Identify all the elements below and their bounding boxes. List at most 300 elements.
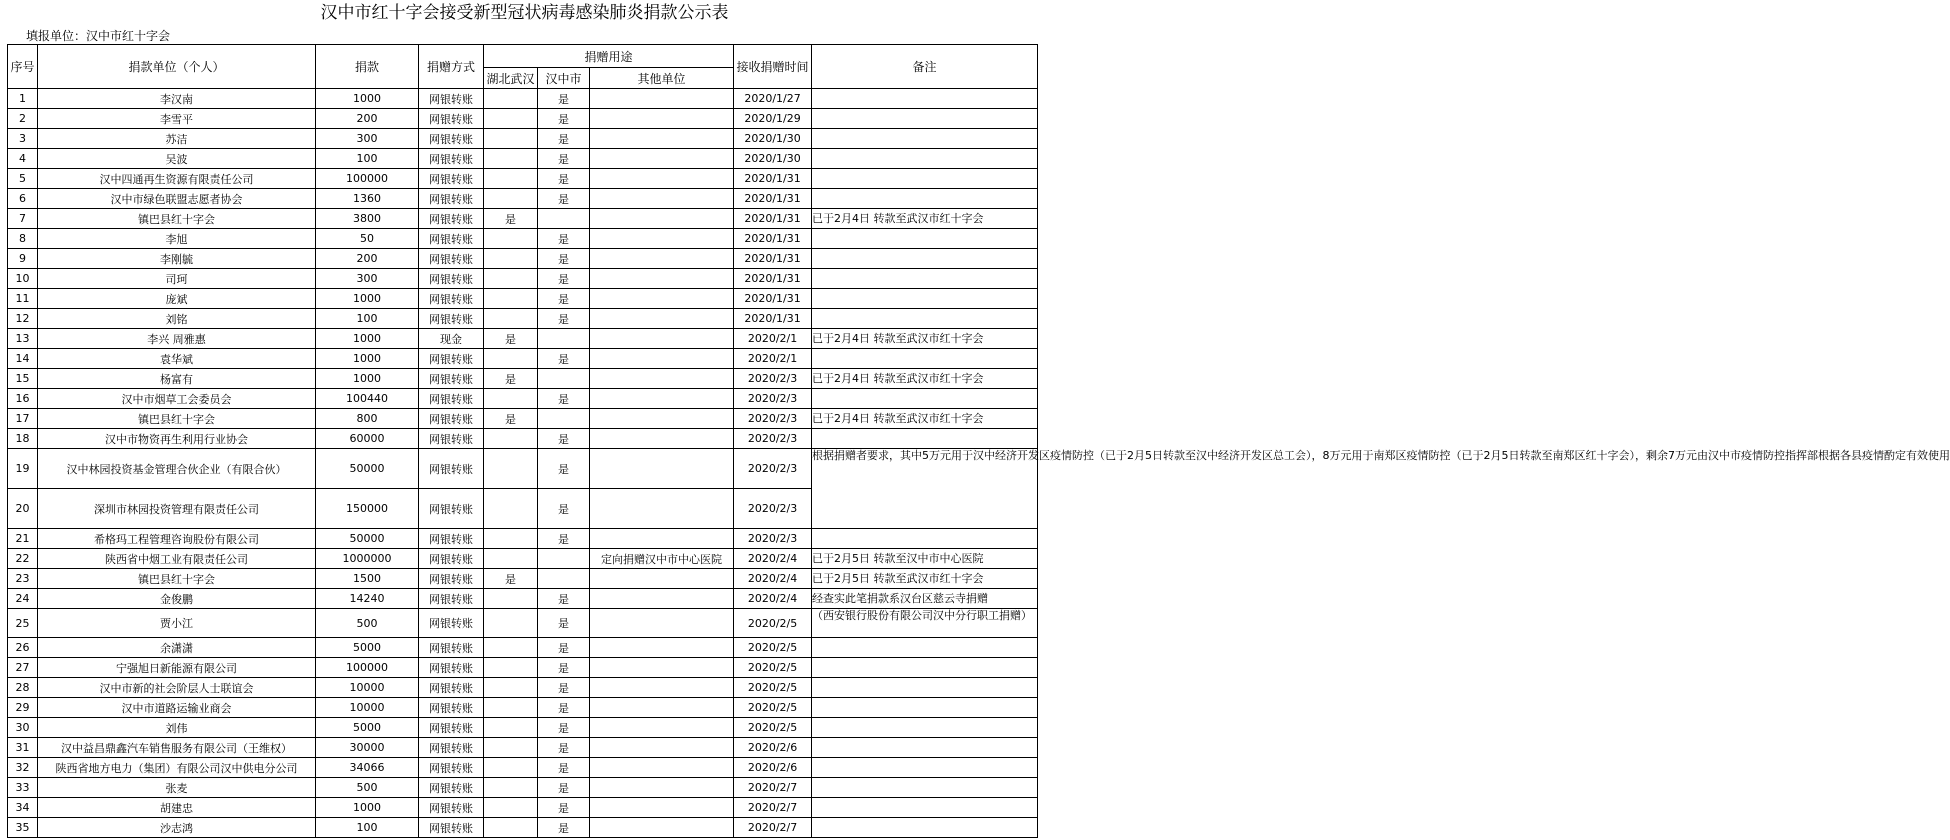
cell-amount: 100 <box>316 818 419 838</box>
cell-donor: 苏洁 <box>38 129 316 149</box>
cell-remark: 已于2月4日 转款至武汉市红十字会 <box>812 329 1038 349</box>
cell-seq: 20 <box>8 489 38 529</box>
cell-amount: 1000 <box>316 369 419 389</box>
table-row <box>8 429 1038 449</box>
cell-amount: 1000 <box>316 349 419 369</box>
cell-remark <box>812 429 1038 449</box>
cell-method: 网银转账 <box>419 109 484 129</box>
cell-date: 2020/1/31 <box>734 249 812 269</box>
cell-remark <box>812 389 1038 409</box>
cell-hubei <box>484 718 538 738</box>
cell-other <box>590 569 734 589</box>
cell-seq: 11 <box>8 289 38 309</box>
cell-hubei <box>484 818 538 838</box>
cell-seq: 5 <box>8 169 38 189</box>
table-row <box>8 329 1038 349</box>
cell-other <box>590 658 734 678</box>
cell-hanzhong: 是 <box>538 718 590 738</box>
cell-seq: 8 <box>8 229 38 249</box>
cell-method: 网银转账 <box>419 89 484 109</box>
cell-amount: 1500 <box>316 569 419 589</box>
cell-hanzhong: 是 <box>538 269 590 289</box>
header-usage: 捐赠用途 <box>484 45 734 68</box>
cell-other <box>590 609 734 638</box>
cell-donor: 汉中市绿色联盟志愿者协会 <box>38 189 316 209</box>
cell-donor: 汉中市物资再生利用行业协会 <box>38 429 316 449</box>
cell-method: 网银转账 <box>419 429 484 449</box>
cell-date: 2020/2/4 <box>734 549 812 569</box>
cell-hanzhong: 是 <box>538 758 590 778</box>
cell-date: 2020/1/31 <box>734 309 812 329</box>
cell-amount: 100440 <box>316 389 419 409</box>
cell-hubei <box>484 109 538 129</box>
cell-hanzhong: 是 <box>538 529 590 549</box>
cell-hubei <box>484 269 538 289</box>
cell-donor: 汉中市道路运输业商会 <box>38 698 316 718</box>
cell-hubei <box>484 189 538 209</box>
cell-donor: 汉中林园投资基金管理合伙企业（有限合伙） <box>38 449 316 489</box>
cell-amount: 100000 <box>316 169 419 189</box>
cell-date: 2020/2/5 <box>734 698 812 718</box>
cell-hubei <box>484 229 538 249</box>
cell-hanzhong <box>538 369 590 389</box>
cell-date: 2020/2/5 <box>734 638 812 658</box>
cell-remark <box>812 778 1038 798</box>
cell-hubei: 是 <box>484 209 538 229</box>
cell-donor: 袁华斌 <box>38 349 316 369</box>
cell-seq: 35 <box>8 818 38 838</box>
table-row <box>8 738 1038 758</box>
cell-remark <box>812 109 1038 129</box>
cell-remark <box>812 678 1038 698</box>
cell-hanzhong: 是 <box>538 489 590 529</box>
cell-hanzhong: 是 <box>538 798 590 818</box>
cell-method: 网银转账 <box>419 349 484 369</box>
cell-remark <box>812 289 1038 309</box>
reporting-unit-label: 填报单位：汉中市红十字会 <box>26 29 171 43</box>
cell-method: 网银转账 <box>419 149 484 169</box>
cell-other <box>590 778 734 798</box>
cell-remark: 根据捐赠者要求，其中5万元用于汉中经济开发区疫情防控（已于2月5日转款至汉中经济开发区总工会），8万元用于南郑区疫情防控（已于2月5日转款至南郑区红十字会），剩余7万元由汉中市疫情防控指挥部根据各县疫情酌定有效使用 <box>812 449 1038 529</box>
cell-remark <box>812 269 1038 289</box>
cell-hanzhong: 是 <box>538 169 590 189</box>
cell-hanzhong: 是 <box>538 818 590 838</box>
cell-date: 2020/1/31 <box>734 289 812 309</box>
cell-amount: 100000 <box>316 658 419 678</box>
table-row <box>8 309 1038 329</box>
cell-seq: 13 <box>8 329 38 349</box>
cell-remark <box>812 229 1038 249</box>
cell-method: 网银转账 <box>419 289 484 309</box>
cell-hubei <box>484 289 538 309</box>
cell-remark <box>812 529 1038 549</box>
cell-amount: 10000 <box>316 678 419 698</box>
cell-donor: 杨富有 <box>38 369 316 389</box>
cell-donor: 镇巴县红十字会 <box>38 209 316 229</box>
cell-hanzhong: 是 <box>538 289 590 309</box>
table-body <box>8 89 1950 838</box>
cell-hanzhong <box>538 329 590 349</box>
cell-other <box>590 269 734 289</box>
cell-seq: 9 <box>8 249 38 269</box>
cell-date: 2020/1/31 <box>734 229 812 249</box>
cell-hubei: 是 <box>484 329 538 349</box>
cell-donor: 贾小江 <box>38 609 316 638</box>
cell-other <box>590 229 734 249</box>
table-row <box>8 129 1038 149</box>
cell-amount: 30000 <box>316 738 419 758</box>
cell-amount: 200 <box>316 109 419 129</box>
cell-donor: 深圳市林园投资管理有限责任公司 <box>38 489 316 529</box>
cell-remark <box>812 758 1038 778</box>
cell-other <box>590 529 734 549</box>
cell-amount: 500 <box>316 778 419 798</box>
table-row <box>8 658 1038 678</box>
cell-method: 网银转账 <box>419 718 484 738</box>
cell-date: 2020/2/3 <box>734 529 812 549</box>
table-row <box>8 818 1038 838</box>
cell-hanzhong: 是 <box>538 389 590 409</box>
table-row <box>8 169 1038 189</box>
cell-method: 网银转账 <box>419 658 484 678</box>
cell-other <box>590 449 734 489</box>
cell-donor: 汉中市新的社会阶层人士联谊会 <box>38 678 316 698</box>
cell-seq: 32 <box>8 758 38 778</box>
cell-hanzhong: 是 <box>538 698 590 718</box>
cell-seq: 16 <box>8 389 38 409</box>
cell-hubei <box>484 658 538 678</box>
cell-hubei <box>484 609 538 638</box>
cell-seq: 4 <box>8 149 38 169</box>
cell-hanzhong: 是 <box>538 109 590 129</box>
cell-hanzhong: 是 <box>538 658 590 678</box>
cell-donor: 司珂 <box>38 269 316 289</box>
cell-hubei: 是 <box>484 369 538 389</box>
cell-remark <box>812 658 1038 678</box>
table-row <box>8 189 1038 209</box>
cell-donor: 李雪平 <box>38 109 316 129</box>
cell-hanzhong: 是 <box>538 189 590 209</box>
cell-other <box>590 429 734 449</box>
cell-donor: 镇巴县红十字会 <box>38 409 316 429</box>
cell-other <box>590 349 734 369</box>
cell-amount: 300 <box>316 269 419 289</box>
cell-hanzhong: 是 <box>538 129 590 149</box>
cell-remark: （西安银行股份有限公司汉中分行职工捐赠） <box>812 609 1038 638</box>
cell-method: 网银转账 <box>419 209 484 229</box>
cell-seq: 17 <box>8 409 38 429</box>
cell-date: 2020/2/5 <box>734 609 812 638</box>
cell-donor: 张麦 <box>38 778 316 798</box>
cell-amount: 500 <box>316 609 419 638</box>
cell-remark: 已于2月5日 转款至武汉市红十字会 <box>812 569 1038 589</box>
cell-amount: 800 <box>316 409 419 429</box>
cell-hanzhong: 是 <box>538 609 590 638</box>
cell-hubei <box>484 778 538 798</box>
cell-other <box>590 369 734 389</box>
cell-date: 2020/2/1 <box>734 349 812 369</box>
cell-amount: 1000 <box>316 798 419 818</box>
cell-seq: 24 <box>8 589 38 609</box>
cell-date: 2020/2/7 <box>734 778 812 798</box>
cell-date: 2020/2/7 <box>734 798 812 818</box>
cell-date: 2020/2/3 <box>734 389 812 409</box>
cell-remark: 已于2月4日 转款至武汉市红十字会 <box>812 369 1038 389</box>
cell-method: 网银转账 <box>419 449 484 489</box>
cell-hubei <box>484 549 538 569</box>
cell-remark <box>812 698 1038 718</box>
cell-hanzhong <box>538 409 590 429</box>
cell-donor: 李旭 <box>38 229 316 249</box>
cell-hanzhong: 是 <box>538 449 590 489</box>
cell-date: 2020/1/27 <box>734 89 812 109</box>
table-row <box>8 389 1038 409</box>
cell-hubei <box>484 249 538 269</box>
cell-hubei <box>484 349 538 369</box>
cell-hubei <box>484 678 538 698</box>
cell-seq: 3 <box>8 129 38 149</box>
cell-hubei <box>484 149 538 169</box>
cell-seq: 31 <box>8 738 38 758</box>
cell-hubei <box>484 798 538 818</box>
cell-amount: 60000 <box>316 429 419 449</box>
cell-method: 网银转账 <box>419 269 484 289</box>
cell-seq: 30 <box>8 718 38 738</box>
cell-other: 定向捐赠汉中市中心医院 <box>590 549 734 569</box>
cell-seq: 18 <box>8 429 38 449</box>
cell-hubei <box>484 309 538 329</box>
cell-seq: 33 <box>8 778 38 798</box>
cell-date: 2020/1/30 <box>734 129 812 149</box>
cell-method: 网银转账 <box>419 249 484 269</box>
cell-hubei <box>484 589 538 609</box>
cell-other <box>590 409 734 429</box>
cell-seq: 28 <box>8 678 38 698</box>
table-row <box>8 549 1038 569</box>
cell-other <box>590 489 734 529</box>
cell-donor: 沙志鸿 <box>38 818 316 838</box>
table-row <box>8 89 1038 109</box>
cell-amount: 50 <box>316 229 419 249</box>
table-row <box>8 609 1038 638</box>
cell-hanzhong: 是 <box>538 89 590 109</box>
cell-date: 2020/1/31 <box>734 269 812 289</box>
cell-donor: 汉中益昌鼎鑫汽车销售服务有限公司（王维权） <box>38 738 316 758</box>
cell-donor: 汉中市烟草工会委员会 <box>38 389 316 409</box>
cell-other <box>590 169 734 189</box>
cell-amount: 1000 <box>316 329 419 349</box>
cell-date: 2020/1/31 <box>734 169 812 189</box>
cell-date: 2020/2/4 <box>734 569 812 589</box>
cell-method: 网银转账 <box>419 778 484 798</box>
table-row <box>8 638 1038 658</box>
cell-amount: 1000 <box>316 89 419 109</box>
cell-donor: 陕西省地方电力（集团）有限公司汉中供电分公司 <box>38 758 316 778</box>
cell-remark <box>812 349 1038 369</box>
cell-method: 网银转账 <box>419 409 484 429</box>
cell-date: 2020/1/31 <box>734 189 812 209</box>
cell-other <box>590 89 734 109</box>
cell-hubei: 是 <box>484 569 538 589</box>
cell-date: 2020/2/3 <box>734 449 812 489</box>
cell-other <box>590 129 734 149</box>
cell-date: 2020/2/5 <box>734 678 812 698</box>
cell-seq: 22 <box>8 549 38 569</box>
cell-other <box>590 698 734 718</box>
cell-date: 2020/2/6 <box>734 758 812 778</box>
cell-method: 网银转账 <box>419 529 484 549</box>
cell-amount: 1000000 <box>316 549 419 569</box>
cell-amount: 1360 <box>316 189 419 209</box>
table-row <box>8 269 1038 289</box>
cell-method: 网银转账 <box>419 169 484 189</box>
table-row <box>8 529 1038 549</box>
cell-date: 2020/2/3 <box>734 409 812 429</box>
cell-seq: 29 <box>8 698 38 718</box>
cell-date: 2020/2/5 <box>734 658 812 678</box>
cell-hanzhong: 是 <box>538 229 590 249</box>
cell-other <box>590 758 734 778</box>
table-row <box>8 229 1038 249</box>
cell-remark <box>812 309 1038 329</box>
cell-other <box>590 189 734 209</box>
cell-other <box>590 329 734 349</box>
cell-hanzhong: 是 <box>538 638 590 658</box>
cell-method: 网银转账 <box>419 638 484 658</box>
table-row <box>8 678 1038 698</box>
cell-amount: 300 <box>316 129 419 149</box>
cell-seq: 1 <box>8 89 38 109</box>
cell-hanzhong: 是 <box>538 738 590 758</box>
cell-date: 2020/2/7 <box>734 818 812 838</box>
cell-donor: 陕西省中烟工业有限责任公司 <box>38 549 316 569</box>
cell-hubei <box>484 389 538 409</box>
cell-donor: 胡建忠 <box>38 798 316 818</box>
cell-donor: 庞斌 <box>38 289 316 309</box>
cell-hubei <box>484 429 538 449</box>
cell-remark <box>812 818 1038 838</box>
table-row <box>8 718 1038 738</box>
header-donor: 捐款单位（个人） <box>38 45 316 89</box>
cell-donor: 希格玛工程管理咨询股份有限公司 <box>38 529 316 549</box>
cell-method: 网银转账 <box>419 678 484 698</box>
donation-table <box>7 44 1950 838</box>
cell-remark <box>812 798 1038 818</box>
cell-other <box>590 678 734 698</box>
cell-hubei <box>484 758 538 778</box>
cell-hubei <box>484 738 538 758</box>
table-row <box>8 149 1038 169</box>
table-row <box>8 698 1038 718</box>
cell-method: 网银转账 <box>419 738 484 758</box>
cell-other <box>590 798 734 818</box>
cell-method: 网银转账 <box>419 549 484 569</box>
cell-hubei <box>484 529 538 549</box>
cell-method: 网银转账 <box>419 798 484 818</box>
sheet-title: 汉中市红十字会接受新型冠状病毒感染肺炎捐款公示表 <box>320 3 729 23</box>
cell-hubei <box>484 449 538 489</box>
cell-donor: 李兴 周雅惠 <box>38 329 316 349</box>
cell-method: 网银转账 <box>419 758 484 778</box>
cell-date: 2020/2/6 <box>734 738 812 758</box>
cell-remark: 经查实此笔捐款系汉台区慈云寺捐赠 <box>812 589 1038 609</box>
cell-other <box>590 738 734 758</box>
cell-hanzhong: 是 <box>538 429 590 449</box>
cell-remark <box>812 169 1038 189</box>
cell-donor: 刘伟 <box>38 718 316 738</box>
cell-method: 网银转账 <box>419 489 484 529</box>
cell-seq: 25 <box>8 609 38 638</box>
cell-seq: 23 <box>8 569 38 589</box>
cell-other <box>590 589 734 609</box>
cell-hubei <box>484 129 538 149</box>
cell-hubei <box>484 169 538 189</box>
table-row <box>8 369 1038 389</box>
cell-donor: 金俊鹏 <box>38 589 316 609</box>
cell-hanzhong: 是 <box>538 778 590 798</box>
cell-date: 2020/1/29 <box>734 109 812 129</box>
cell-remark <box>812 89 1038 109</box>
header-seq: 序号 <box>8 45 38 89</box>
cell-seq: 10 <box>8 269 38 289</box>
cell-donor: 汉中四通再生资源有限责任公司 <box>38 169 316 189</box>
cell-other <box>590 389 734 409</box>
cell-remark <box>812 738 1038 758</box>
header-remark: 备注 <box>812 45 1038 89</box>
cell-amount: 150000 <box>316 489 419 529</box>
cell-amount: 100 <box>316 309 419 329</box>
header-other: 其他单位 <box>590 68 734 89</box>
table-row <box>8 798 1038 818</box>
cell-seq: 12 <box>8 309 38 329</box>
cell-seq: 14 <box>8 349 38 369</box>
header-method: 捐赠方式 <box>419 45 484 89</box>
cell-amount: 5000 <box>316 718 419 738</box>
cell-hanzhong: 是 <box>538 249 590 269</box>
cell-seq: 7 <box>8 209 38 229</box>
cell-method: 网银转账 <box>419 569 484 589</box>
table-row <box>8 449 1038 489</box>
cell-method: 现金 <box>419 329 484 349</box>
table-row <box>8 778 1038 798</box>
cell-donor: 李汉南 <box>38 89 316 109</box>
cell-other <box>590 818 734 838</box>
cell-remark: 已于2月5日 转款至汉中市中心医院 <box>812 549 1038 569</box>
cell-method: 网银转账 <box>419 589 484 609</box>
cell-method: 网银转账 <box>419 698 484 718</box>
cell-remark <box>812 149 1038 169</box>
cell-remark <box>812 638 1038 658</box>
cell-remark <box>812 129 1038 149</box>
table-row <box>8 289 1038 309</box>
cell-method: 网银转账 <box>419 189 484 209</box>
cell-amount: 3800 <box>316 209 419 229</box>
cell-amount: 50000 <box>316 449 419 489</box>
cell-other <box>590 249 734 269</box>
cell-hubei <box>484 89 538 109</box>
cell-hanzhong <box>538 569 590 589</box>
cell-method: 网银转账 <box>419 129 484 149</box>
cell-amount: 5000 <box>316 638 419 658</box>
cell-seq: 15 <box>8 369 38 389</box>
cell-remark <box>812 189 1038 209</box>
cell-amount: 200 <box>316 249 419 269</box>
cell-other <box>590 209 734 229</box>
cell-method: 网银转账 <box>419 309 484 329</box>
cell-hubei <box>484 698 538 718</box>
cell-hanzhong: 是 <box>538 349 590 369</box>
cell-donor: 李刚毓 <box>38 249 316 269</box>
